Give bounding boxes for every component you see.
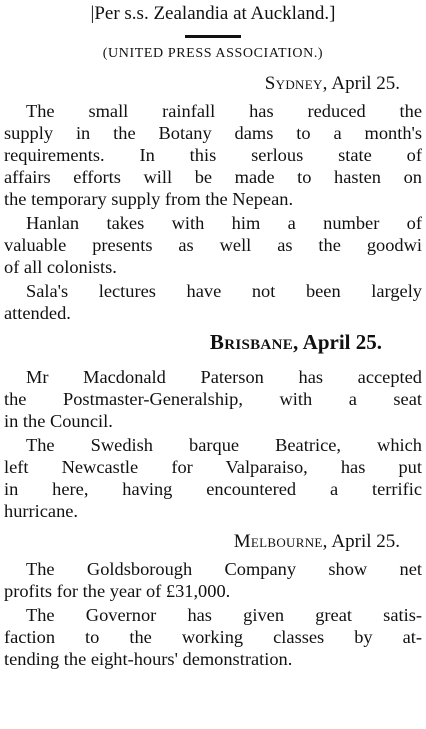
dateline-sydney	[4, 72, 400, 96]
text-line: requirements. In this serlous state of	[4, 145, 422, 165]
text-line: in here, having encountered a terrific	[4, 479, 422, 499]
dateline-city: Sydney,	[264, 73, 328, 94]
text-line: left Newcastle for Valparaiso, has put	[4, 457, 422, 477]
text-line: the Postmaster-Generalship, with a seat	[4, 389, 422, 409]
dateline-brisbane	[4, 328, 382, 356]
paragraph-sydney-rainfall	[4, 100, 422, 210]
text-line: profits for the year of £31,000.	[4, 581, 231, 601]
text-line: in the Council.	[4, 411, 113, 431]
text-line: The small rainfall has reduced the	[26, 101, 422, 121]
dateline-city: Brisbane,	[209, 330, 299, 354]
text-line: The Goldsborough Company show net	[26, 559, 422, 579]
dateline-melbourne	[4, 530, 400, 554]
text-line: supply in the Botany dams to a month's	[4, 123, 422, 143]
text-line: Mr Macdonald Paterson has accepted	[26, 367, 422, 387]
text-line: The Swedish barque Beatrice, which	[26, 435, 422, 455]
section-rule	[185, 35, 241, 38]
dateline-city: Melbourne,	[233, 531, 328, 552]
paragraph-sydney-hanlan	[4, 212, 422, 278]
paragraph-melbourne-governor	[4, 604, 422, 670]
dateline-date: April 25.	[302, 330, 382, 354]
text-line: hurricane.	[4, 501, 79, 521]
text-line: The Governor has given great satis-	[26, 605, 422, 625]
text-line: attended.	[4, 303, 71, 323]
paragraph-brisbane-beatrice	[4, 434, 422, 522]
paragraph-brisbane-paterson	[4, 366, 422, 432]
paragraph-sydney-sala	[4, 280, 422, 324]
text-line: faction to the working classes by at-	[4, 627, 422, 647]
agency-credit: (UNITED PRESS ASSOCIATION.)	[102, 46, 324, 61]
text-line: valuable presents as well as the goodwi	[4, 235, 422, 255]
dateline-date: April 25.	[331, 531, 400, 552]
text-line: Hanlan takes with him a number of	[26, 213, 422, 233]
text-line: affairs efforts will be made to hasten on	[4, 167, 422, 187]
text-line: tending the eight-hours' demonstration.	[4, 649, 293, 669]
dateline-date: April 25.	[331, 73, 400, 94]
text-line: the temporary supply from the Nepean.	[4, 189, 294, 209]
cable-header: |Per s.s. Zealandia at Auckland.]	[90, 3, 336, 24]
paragraph-melbourne-goldsborough	[4, 558, 422, 602]
text-line: of all colonists.	[4, 257, 117, 277]
text-line: Sala's lectures have not been largely	[26, 281, 422, 301]
news-column	[4, 2, 422, 672]
